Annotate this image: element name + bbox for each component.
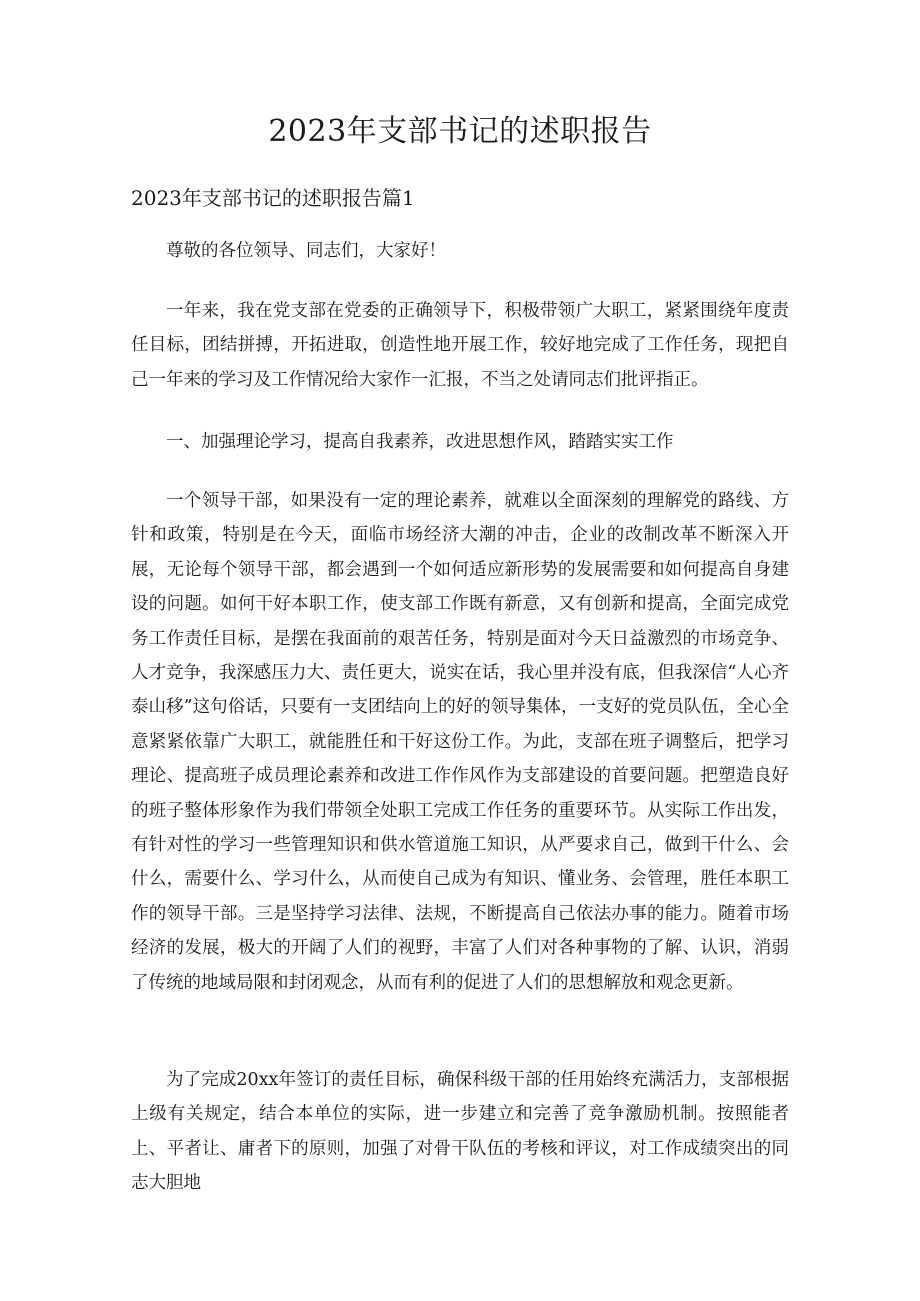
intro-paragraph: 一年来，我在党支部在党委的正确领导下，积极带领广大职工，紧紧围绕年度责任目标，团结拼搏，开拓进取，创造性地开展工作，较好地完成了工作任务，现把自己一年来的学习及工作情况给大家作一汇报，不当之处请同志们批评指正。	[131, 301, 789, 390]
greeting-paragraph: 尊敬的各位领导、同志们，大家好！	[166, 241, 446, 261]
body-paragraph-theory-study: 一个领导干部，如果没有一定的理论素养，就难以全面深刻的理解党的路线、方针和政策，特别是在今天，面临市场经济大潮的冲击，企业的改制改革不断深入开展，无论每个领导干部，都会遇到一个如何适应新形势的发展需要和如何提高自身建设的问题。如何干好本职工作，使支部工作既有新意，又有创新和提高，全面完成党务工作责任目标，是摆在我面前的艰苦任务，特别是面对今天日益激烈的市场竞争、人才竞争，我深感压力大、责任更大，说实在话，我心里并没有底，但我深信“人心齐泰山移”这句俗话，只要有一支团结向上的好的领导集体，一支好的党员队伍，全心全意紧紧依靠广大职工，就能胜任和干好这份工作。为此，支部在班子调整后，把学习理论、提高班子成员理论素养和改进工作作风作为支部建设的首要问题。把塑造良好的班子整体形象作为我们带领全处职工完成工作任务的重要环节。从实际工作出发，有针对性的学习一些管理知识和供水管道施工知识，从严要求自己，做到干什么、会什么，需要什么、学习什么，从而使自己成为有知识、懂业务、会管理，胜任本职工作的领导干部。三是坚持学习法律、法规，不断提高自己依法办事的能力。随着市场经济的发展，极大的开阔了人们的视野，丰富了人们对各种事物的了解、认识，消弱了传统的地域局限和封闭观念，从而有利的促进了人们的思想解放和观念更新。	[131, 491, 789, 993]
document-title: 2023年支部书记的述职报告	[268, 114, 652, 149]
body-paragraph-responsibility-targets: 为了完成20xx年签订的责任目标，确保科级干部的任用始终充满活力，支部根据上级有关规定，结合本单位的实际，进一步建立和完善了竞争激励机制。按照能者上、平者让、庸者下的原则，加强了对骨干队伍的考核和评议，对工作成绩突出的同志大胆地	[131, 1070, 789, 1194]
subheading-1: 一、加强理论学习，提高自我素养，改进思想作风，踏踏实实工作	[166, 432, 674, 452]
section-title: 2023年支部书记的述职报告篇1	[131, 186, 415, 210]
